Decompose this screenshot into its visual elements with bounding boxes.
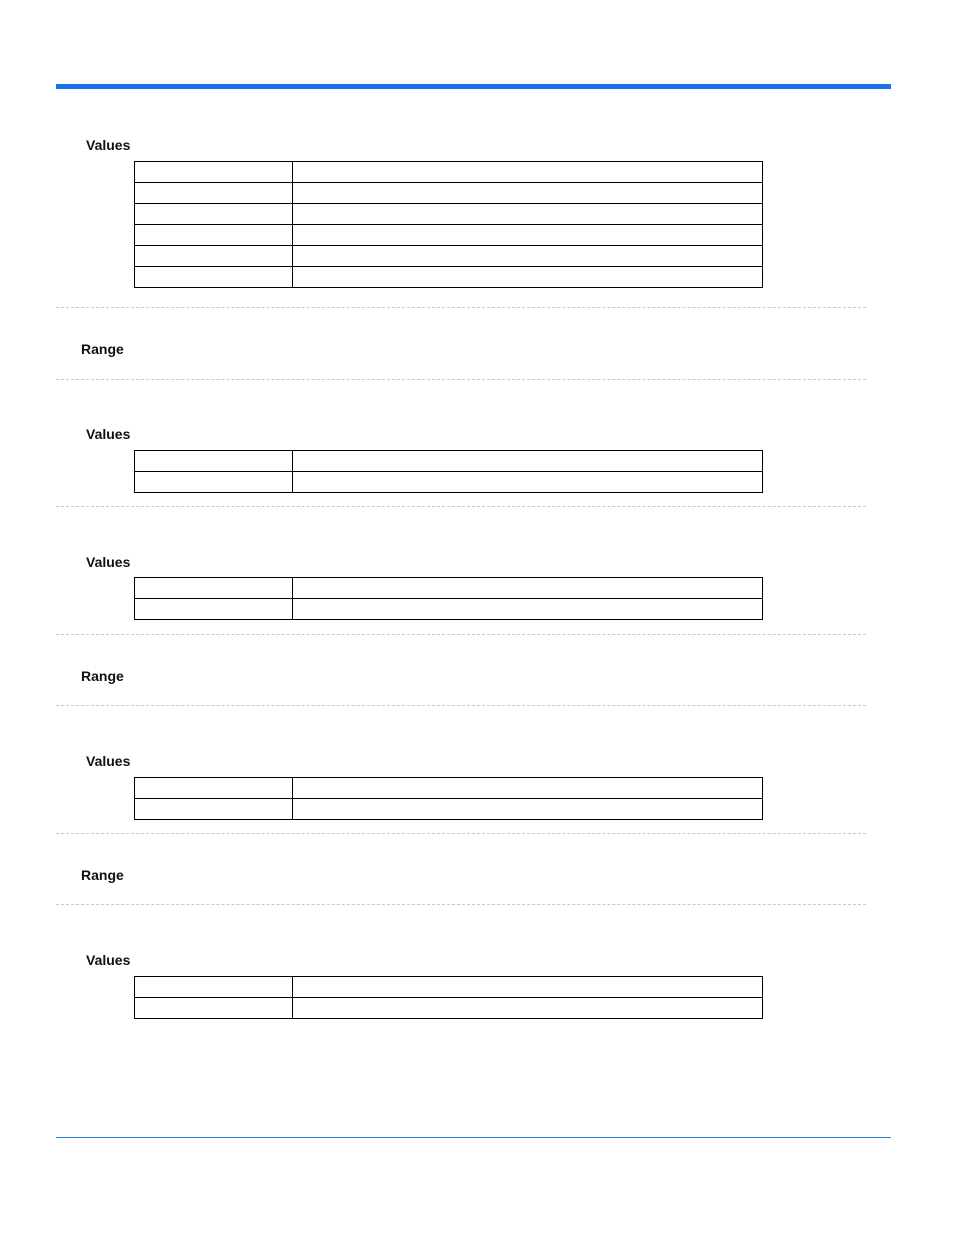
values-heading: Values bbox=[86, 753, 131, 769]
table-row bbox=[135, 183, 763, 204]
section-divider bbox=[56, 506, 866, 507]
table-row bbox=[135, 599, 763, 620]
section-divider bbox=[56, 833, 866, 834]
table-row bbox=[135, 472, 763, 493]
table-cell bbox=[293, 162, 763, 183]
table-row bbox=[135, 799, 763, 820]
table-cell bbox=[293, 977, 763, 998]
values-table bbox=[134, 161, 763, 288]
table-cell bbox=[135, 472, 293, 493]
table-cell bbox=[135, 799, 293, 820]
table-cell bbox=[293, 799, 763, 820]
table-cell bbox=[135, 451, 293, 472]
values-table bbox=[134, 777, 763, 820]
table-cell bbox=[293, 183, 763, 204]
table-cell bbox=[135, 998, 293, 1019]
table-cell bbox=[135, 977, 293, 998]
section-divider bbox=[56, 379, 866, 380]
table-cell bbox=[293, 267, 763, 288]
table-cell bbox=[135, 778, 293, 799]
range-heading: Range bbox=[81, 341, 124, 357]
table-row bbox=[135, 162, 763, 183]
section-divider bbox=[56, 904, 866, 905]
values-table bbox=[134, 450, 763, 493]
table-row bbox=[135, 204, 763, 225]
table-row bbox=[135, 778, 763, 799]
table-cell bbox=[135, 578, 293, 599]
table-row bbox=[135, 451, 763, 472]
table-cell bbox=[293, 472, 763, 493]
table-cell bbox=[135, 246, 293, 267]
table-cell bbox=[135, 162, 293, 183]
header-accent-bar bbox=[56, 84, 891, 89]
table-row bbox=[135, 977, 763, 998]
values-heading: Values bbox=[86, 426, 131, 442]
table-cell bbox=[293, 246, 763, 267]
table-cell bbox=[135, 183, 293, 204]
table-row bbox=[135, 246, 763, 267]
table-cell bbox=[293, 225, 763, 246]
values-table bbox=[134, 976, 763, 1019]
footer-rule bbox=[56, 1137, 891, 1138]
table-cell bbox=[293, 778, 763, 799]
values-heading: Values bbox=[86, 952, 131, 968]
range-heading: Range bbox=[81, 867, 124, 883]
table-cell bbox=[135, 204, 293, 225]
table-cell bbox=[293, 204, 763, 225]
table-cell bbox=[293, 998, 763, 1019]
section-divider bbox=[56, 634, 866, 635]
table-cell bbox=[293, 578, 763, 599]
section-divider bbox=[56, 307, 866, 308]
table-row bbox=[135, 267, 763, 288]
table-row bbox=[135, 578, 763, 599]
values-table bbox=[134, 577, 763, 620]
table-cell bbox=[135, 267, 293, 288]
table-cell bbox=[293, 451, 763, 472]
table-row bbox=[135, 225, 763, 246]
table-cell bbox=[135, 225, 293, 246]
table-cell bbox=[293, 599, 763, 620]
table-row bbox=[135, 998, 763, 1019]
section-divider bbox=[56, 705, 866, 706]
range-heading: Range bbox=[81, 668, 124, 684]
values-heading: Values bbox=[86, 137, 131, 153]
values-heading: Values bbox=[86, 554, 131, 570]
table-cell bbox=[135, 599, 293, 620]
